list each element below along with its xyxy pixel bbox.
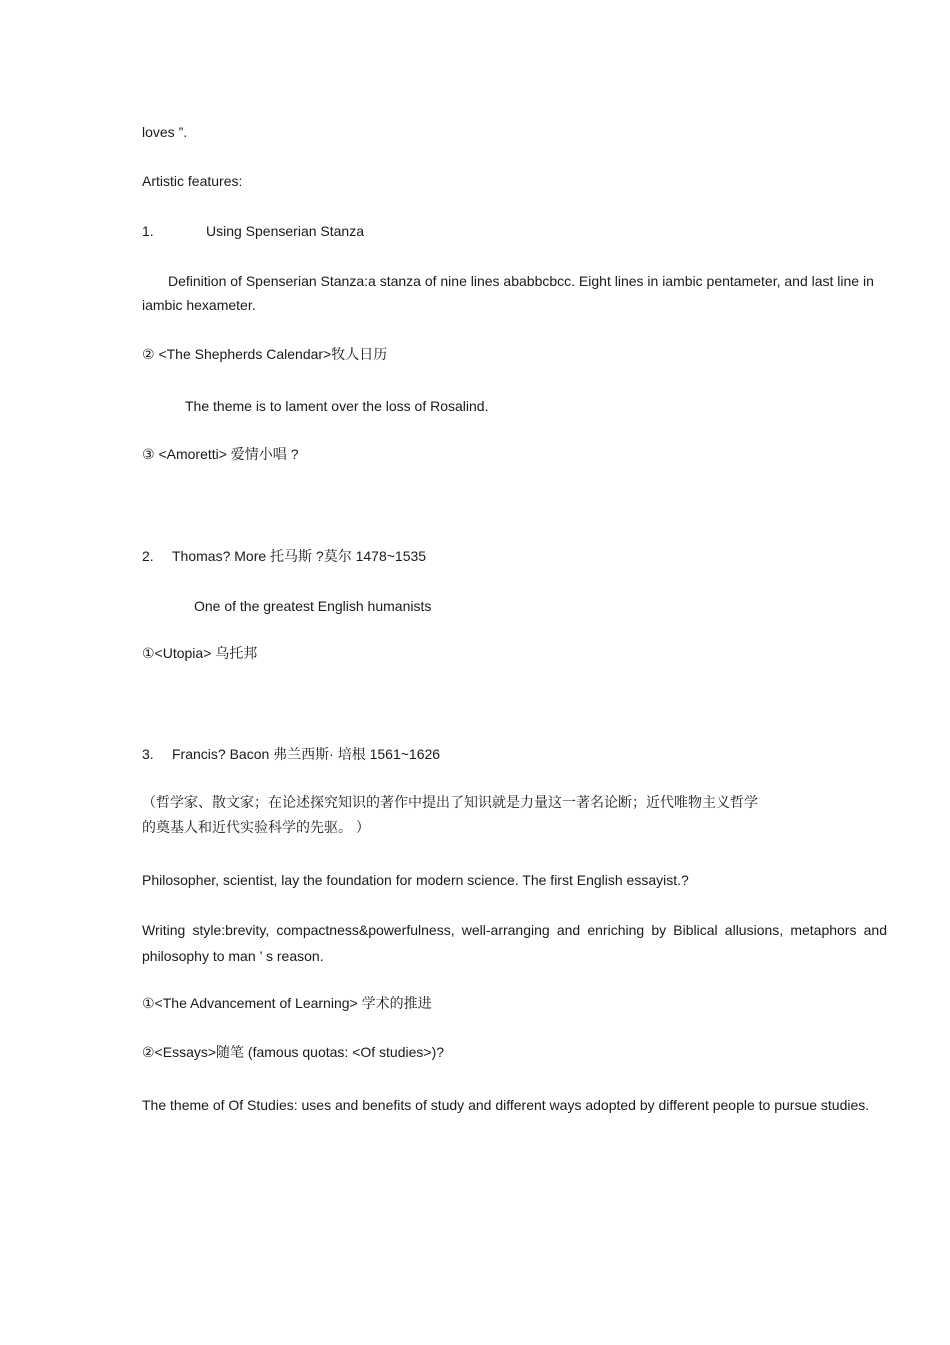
heading-artistic-features: Artistic features: <box>142 173 243 189</box>
shepherds-theme: The theme is to lament over the loss of Rosalind. <box>185 398 489 414</box>
utopia-item: ①<Utopia> 乌托邦 <box>142 645 258 661</box>
list-item-3 <box>142 745 440 763</box>
advancement-item: ①<The Advancement of Learning> 学术的推进 <box>142 995 432 1011</box>
list-number: 1. <box>142 223 154 239</box>
amoretti-item: ③ <Amoretti> 爱情小唱 ? <box>142 446 299 462</box>
list-item-text: Thomas? More 托马斯 ?莫尔 1478~1535 <box>172 548 427 564</box>
more-description: One of the greatest English humanists <box>194 598 432 614</box>
shepherds-calendar-item: ② <The Shepherds Calendar>牧人日历 <box>142 346 388 362</box>
bacon-english-description: Philosopher, scientist, lay the foundation for modern science. The first English essayist.? <box>142 872 689 888</box>
spenserian-definition: Definition of Spenserian Stanza:a stanza of nine lines ababbcbcc. Eight lines in iambic pentameter, and last line in iambic hexameter. <box>142 273 874 313</box>
text-line-loves: loves ”. <box>142 124 188 140</box>
bacon-chinese-line-2: 的奠基人和近代实验科学的先驱。 ） <box>142 819 370 835</box>
writing-style-paragraph: Writing style:brevity, compactness&powerfulness, well-arranging and enriching by Biblical allusions, metaphors and philosophy to man ’ s reason. <box>142 922 887 964</box>
bacon-chinese-line-1: （哲学家、散文家；在论述探究知识的著作中提出了知识就是力量这一著名论断；近代唯物主义哲学 <box>142 794 758 810</box>
list-number: 3. <box>142 746 154 762</box>
list-item-2 <box>142 547 426 565</box>
list-item-1 <box>142 222 364 240</box>
of-studies-theme: The theme of Of Studies: uses and benefits of study and different ways adopted by different people to pursue studies. <box>142 1097 870 1113</box>
list-item-text: Using Spenserian Stanza <box>206 223 364 239</box>
list-number: 2. <box>142 548 154 564</box>
essays-item: ②<Essays>随笔 (famous quotas: <Of studies>)? <box>142 1044 445 1060</box>
list-item-text: Francis? Bacon 弗兰西斯· 培根 1561~1626 <box>172 746 441 762</box>
